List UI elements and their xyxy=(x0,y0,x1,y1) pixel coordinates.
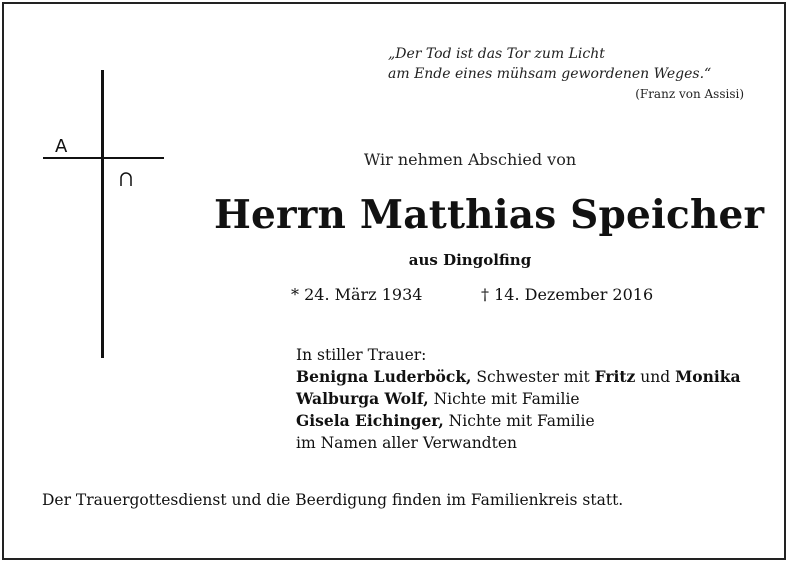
alpha-symbol: A xyxy=(55,136,68,157)
birth-date: * 24. März 1934 xyxy=(291,285,423,304)
mourner-line xyxy=(296,410,741,432)
mourner-relation: und xyxy=(635,368,676,386)
mourner-name: Walburga Wolf, xyxy=(296,389,429,408)
quote-source: (Franz von Assisi) xyxy=(635,87,744,101)
omega-glyph-icon xyxy=(119,171,133,187)
intro-text: Wir nehmen Abschied von xyxy=(363,150,577,169)
mourners-block xyxy=(296,344,741,454)
mourner-name: Benigna Luderböck, xyxy=(296,367,472,386)
notice-border xyxy=(2,2,786,560)
mourners-heading: In stiller Trauer: xyxy=(296,346,427,364)
mourner-line: im Namen aller Verwandten xyxy=(296,434,517,452)
omega-symbol xyxy=(119,168,133,192)
mourner-relation: Nichte mit Familie xyxy=(428,390,580,408)
mourner-relation: Nichte mit Familie xyxy=(443,412,595,430)
deceased-name: Herrn Matthias Speicher xyxy=(214,192,765,238)
mourner-line xyxy=(296,388,741,410)
mourner-name: Monika xyxy=(675,367,741,386)
death-date: † 14. Dezember 2016 xyxy=(481,285,654,304)
cross-vertical-bar xyxy=(101,70,104,358)
mourner-name: Fritz xyxy=(594,367,636,386)
mourner-relation: Schwester mit xyxy=(471,368,595,386)
funeral-note: Der Trauergottesdienst und die Beerdigung finden im Familienkreis statt. xyxy=(42,491,624,509)
mourner-name: Gisela Eichinger, xyxy=(296,411,444,430)
mourner-line xyxy=(296,366,741,388)
quote xyxy=(388,44,711,84)
quote-line-1: „Der Tod ist das Tor zum Licht xyxy=(388,46,605,62)
hometown: aus Dingolfing xyxy=(408,251,532,269)
quote-line-2: am Ende eines mühsam gewordenen Weges.“ xyxy=(388,66,712,82)
